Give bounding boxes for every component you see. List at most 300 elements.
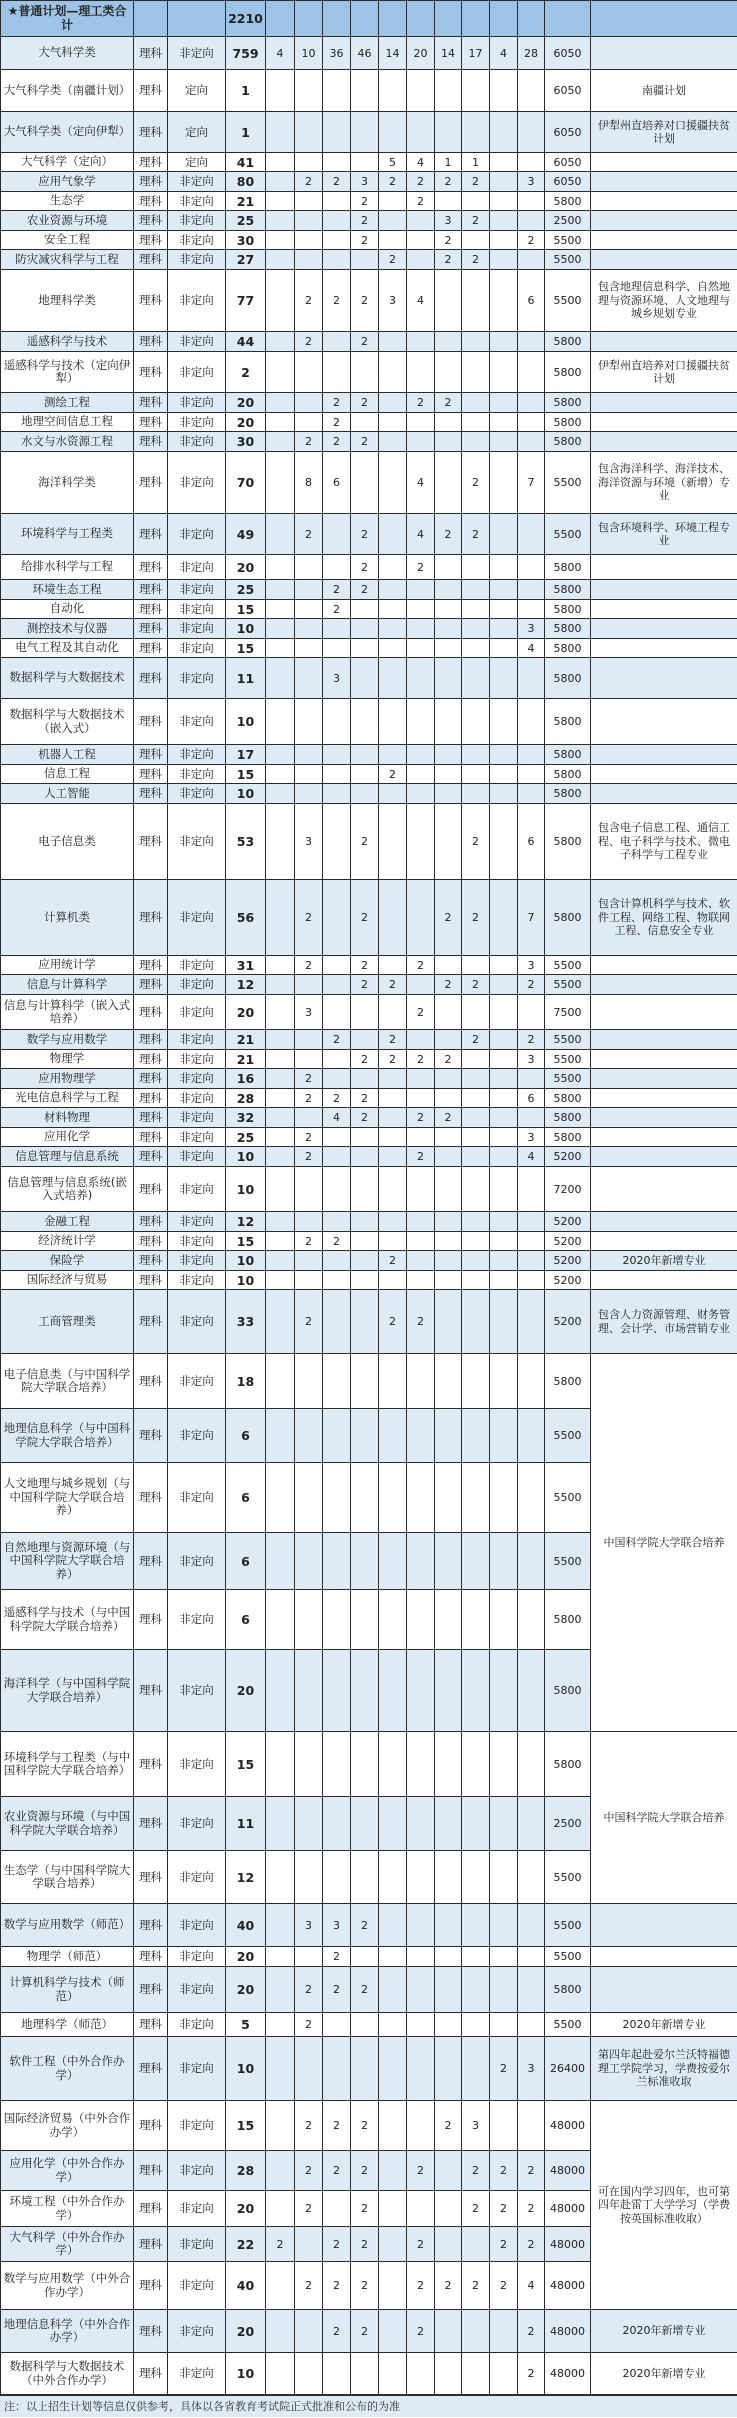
subject-type: 理科	[134, 2013, 168, 2037]
province-count	[518, 1354, 545, 1409]
province-count	[518, 699, 545, 745]
province-count	[490, 172, 518, 192]
tuition-fee: 5800	[545, 580, 591, 600]
plan-total: 17	[226, 745, 266, 765]
province-count	[490, 1271, 518, 1290]
province-count	[462, 1069, 490, 1089]
tuition-fee: 5800	[545, 600, 591, 619]
province-count	[351, 1251, 379, 1271]
plan-total: 40	[226, 2262, 266, 2310]
subject-type: 理科	[134, 1271, 168, 1290]
province-count	[435, 1967, 462, 2013]
province-count	[462, 1271, 490, 1290]
province-count: 2	[351, 2101, 379, 2151]
province-count	[266, 658, 295, 699]
province-count: 3	[295, 804, 323, 880]
plan-total: 15	[226, 1732, 266, 1797]
province-count: 2	[407, 2151, 435, 2191]
major-name: 地理空间信息工程	[1, 413, 134, 432]
province-count: 2	[462, 172, 490, 192]
subject-type: 理科	[134, 804, 168, 880]
province-count: 2	[490, 2151, 518, 2191]
province-count	[462, 1732, 490, 1797]
province-count	[351, 413, 379, 432]
plan-total: 20	[226, 1650, 266, 1732]
province-count	[435, 1590, 462, 1650]
province-count	[323, 2353, 351, 2395]
province-count	[323, 555, 351, 580]
province-count	[295, 211, 323, 231]
tuition-fee: 5500	[545, 2013, 591, 2037]
province-count	[295, 70, 323, 112]
province-count: 2	[462, 1030, 490, 1050]
province-count	[490, 699, 518, 745]
plan-total: 40	[226, 1904, 266, 1947]
subject-type: 理科	[134, 995, 168, 1030]
province-count	[266, 1967, 295, 2013]
subject-type: 理科	[134, 1050, 168, 1069]
province-count	[407, 765, 435, 784]
province-count: 2	[435, 1050, 462, 1069]
province-count: 2	[462, 975, 490, 995]
table-row	[1, 112, 737, 153]
remark: 包含地理信息科学、自然地理与资源环境、人文地理与城乡规划专业	[591, 270, 737, 332]
province-count	[435, 1147, 462, 1167]
orientation: 非定向	[168, 2151, 226, 2191]
province-count	[435, 765, 462, 784]
province-count: 3	[351, 172, 379, 192]
province-count	[351, 2037, 379, 2101]
province-count	[435, 1947, 462, 1967]
remark	[591, 413, 737, 432]
province-count	[490, 70, 518, 112]
province-count	[518, 393, 545, 413]
province-count	[518, 112, 545, 153]
remark: 2020年新增专业	[591, 2310, 737, 2353]
table-row	[1, 1251, 737, 1271]
plan-total: 10	[226, 699, 266, 745]
province-count	[379, 2262, 407, 2310]
remark	[591, 784, 737, 804]
province-count	[435, 1904, 462, 1947]
major-name: 农业资源与环境	[1, 211, 134, 231]
province-count: 2	[323, 1232, 351, 1251]
province-count	[266, 1590, 295, 1650]
province-count: 2	[323, 580, 351, 600]
province-count	[323, 1732, 351, 1797]
province-count: 2	[351, 975, 379, 995]
remark	[591, 956, 737, 975]
province-count	[295, 153, 323, 172]
province-count: 2	[351, 270, 379, 332]
province-count: 2	[323, 2151, 351, 2191]
province-count	[435, 2353, 462, 2395]
province-count	[407, 580, 435, 600]
province-count	[407, 1271, 435, 1290]
subject-type: 理科	[134, 231, 168, 250]
province-count	[379, 1797, 407, 1851]
orientation: 非定向	[168, 2353, 226, 2395]
tuition-fee: 5800	[545, 192, 591, 211]
remark	[591, 619, 737, 639]
province-count	[379, 1271, 407, 1290]
province-count	[266, 956, 295, 975]
province-count	[490, 1167, 518, 1212]
subject-type: 理科	[134, 1904, 168, 1947]
province-count	[295, 699, 323, 745]
table-row	[1, 153, 737, 172]
subject-type: 理科	[134, 70, 168, 112]
province-count	[379, 619, 407, 639]
province-count	[435, 1797, 462, 1851]
province-count	[462, 956, 490, 975]
province-count	[490, 1030, 518, 1050]
major-name: 金融工程	[1, 1212, 134, 1232]
province-count: 2	[407, 1290, 435, 1354]
subject-type: 理科	[134, 580, 168, 600]
province-count	[462, 70, 490, 112]
province-count	[295, 1533, 323, 1590]
province-count	[462, 332, 490, 352]
province-count	[490, 995, 518, 1030]
province-count	[266, 619, 295, 639]
province-count	[323, 2013, 351, 2037]
province-count	[379, 514, 407, 555]
province-count: 2	[490, 2227, 518, 2262]
plan-total: 18	[226, 1354, 266, 1409]
province-count	[435, 1354, 462, 1409]
province-count	[351, 1147, 379, 1167]
province-count	[435, 1030, 462, 1050]
province-count	[518, 555, 545, 580]
province-count	[351, 1271, 379, 1290]
province-count	[462, 619, 490, 639]
province-count	[462, 393, 490, 413]
province-count	[351, 1463, 379, 1533]
subject-type: 理科	[134, 975, 168, 995]
remark: 中国科学院大学联合培养	[591, 1354, 737, 1732]
province-count	[490, 1967, 518, 2013]
province-count: 2	[323, 2310, 351, 2353]
province-count: 36	[323, 37, 351, 70]
province-count	[518, 658, 545, 699]
orientation: 非定向	[168, 600, 226, 619]
province-count	[266, 555, 295, 580]
province-count	[518, 1409, 545, 1463]
province-count: 4	[490, 37, 518, 70]
province-count	[407, 745, 435, 765]
province-count	[295, 1732, 323, 1797]
province-count: 46	[351, 37, 379, 70]
remark	[591, 1147, 737, 1167]
province-count: 2	[295, 2262, 323, 2310]
province-count	[351, 352, 379, 393]
province-count: 2	[351, 2262, 379, 2310]
province-count	[323, 975, 351, 995]
province-count	[407, 2037, 435, 2101]
province-count: 2	[379, 250, 407, 270]
province-count: 2	[407, 1108, 435, 1128]
tuition-fee: 48000	[545, 2310, 591, 2353]
plan-total: 10	[226, 619, 266, 639]
province-count	[462, 2013, 490, 2037]
province-count	[435, 1732, 462, 1797]
province-count: 4	[266, 37, 295, 70]
major-name: 大气科学类（南疆计划）	[1, 70, 134, 112]
orientation: 非定向	[168, 1167, 226, 1212]
remark	[591, 1108, 737, 1128]
province-count	[490, 1732, 518, 1797]
tuition-fee: 7500	[545, 995, 591, 1030]
orientation: 非定向	[168, 413, 226, 432]
plan-total: 1	[226, 112, 266, 153]
province-count	[351, 1650, 379, 1732]
orientation: 非定向	[168, 1128, 226, 1147]
orientation: 非定向	[168, 393, 226, 413]
major-name: 国际经济贸易（中外合作办学）	[1, 2101, 134, 2151]
major-name: 海洋科学（与中国科学院大学联合培养）	[1, 1650, 134, 1732]
province-count	[266, 1797, 295, 1851]
orientation: 非定向	[168, 555, 226, 580]
major-name: 地理信息科学（中外合作办学）	[1, 2310, 134, 2353]
tuition-fee: 7200	[545, 1167, 591, 1212]
province-count	[266, 2151, 295, 2191]
province-count: 2	[323, 1947, 351, 1967]
subject-type: 理科	[134, 1089, 168, 1108]
province-count: 1	[435, 153, 462, 172]
province-count	[351, 1851, 379, 1904]
province-count	[323, 1271, 351, 1290]
province-count	[407, 432, 435, 452]
major-name: 环境科学与工程类	[1, 514, 134, 555]
tuition-fee: 5500	[545, 270, 591, 332]
table-row	[1, 432, 737, 452]
subject-type: 理科	[134, 1147, 168, 1167]
subject-type: 理科	[134, 1251, 168, 1271]
province-count	[462, 1590, 490, 1650]
province-count	[323, 1590, 351, 1650]
header-empty	[591, 1, 737, 37]
province-count	[518, 745, 545, 765]
province-count	[266, 2310, 295, 2353]
orientation: 非定向	[168, 1904, 226, 1947]
province-count: 2	[435, 975, 462, 995]
province-count	[462, 1354, 490, 1409]
tuition-fee: 5200	[545, 1271, 591, 1290]
major-name: 环境科学与工程类（与中国科学院大学联合培养）	[1, 1732, 134, 1797]
province-count: 2	[462, 250, 490, 270]
province-count	[266, 1947, 295, 1967]
province-count: 2	[462, 804, 490, 880]
plan-total: 20	[226, 2310, 266, 2353]
province-count: 2	[351, 2151, 379, 2191]
subject-type: 理科	[134, 1128, 168, 1147]
province-count	[435, 956, 462, 975]
orientation: 非定向	[168, 699, 226, 745]
orientation: 非定向	[168, 2310, 226, 2353]
plan-total: 70	[226, 452, 266, 514]
province-count	[518, 1463, 545, 1533]
province-count	[295, 1212, 323, 1232]
province-count	[462, 1108, 490, 1128]
plan-total: 10	[226, 2353, 266, 2395]
orientation: 非定向	[168, 172, 226, 192]
province-count	[266, 975, 295, 995]
remark: 包含电子信息工程、通信工程、电子科学与技术、微电子科学与工程专业	[591, 804, 737, 880]
province-count: 2	[407, 956, 435, 975]
orientation: 非定向	[168, 514, 226, 555]
province-count: 4	[407, 153, 435, 172]
province-count	[351, 1212, 379, 1232]
remark: 中国科学院大学联合培养	[591, 1732, 737, 1904]
province-count	[295, 745, 323, 765]
header-empty	[168, 1, 226, 37]
orientation: 非定向	[168, 745, 226, 765]
province-count: 2	[462, 2191, 490, 2227]
province-count	[295, 2353, 323, 2395]
plan-total: 20	[226, 2191, 266, 2227]
province-count: 2	[407, 555, 435, 580]
province-count	[407, 2101, 435, 2151]
province-count	[379, 2151, 407, 2191]
province-count	[462, 699, 490, 745]
subject-type: 理科	[134, 413, 168, 432]
tuition-fee: 5500	[545, 1904, 591, 1947]
header-empty	[518, 1, 545, 37]
province-count	[490, 1851, 518, 1904]
tuition-fee: 5800	[545, 699, 591, 745]
province-count	[435, 112, 462, 153]
remark	[591, 745, 737, 765]
province-count	[295, 1167, 323, 1212]
province-count	[435, 745, 462, 765]
major-name: 安全工程	[1, 231, 134, 250]
remark	[591, 600, 737, 619]
province-count	[518, 514, 545, 555]
tuition-fee: 5800	[545, 880, 591, 956]
province-count	[490, 784, 518, 804]
province-count	[490, 619, 518, 639]
province-count	[435, 1069, 462, 1089]
summary-total: 2210	[226, 1, 266, 37]
table-row	[1, 619, 737, 639]
subject-type: 理科	[134, 639, 168, 658]
province-count	[323, 619, 351, 639]
province-count: 2	[295, 332, 323, 352]
province-count	[462, 352, 490, 393]
province-count	[266, 250, 295, 270]
province-count	[266, 211, 295, 231]
province-count	[379, 211, 407, 231]
major-name: 计算机科学与技术（师范）	[1, 1967, 134, 2013]
province-count	[295, 1271, 323, 1290]
province-count	[295, 1851, 323, 1904]
province-count	[351, 1232, 379, 1251]
major-name: 数学与应用数学（师范）	[1, 1904, 134, 1947]
subject-type: 理科	[134, 270, 168, 332]
province-count	[379, 2037, 407, 2101]
table-row	[1, 1967, 737, 2013]
tuition-fee: 6050	[545, 37, 591, 70]
province-count	[407, 699, 435, 745]
province-count	[379, 2227, 407, 2262]
province-count: 2	[462, 2262, 490, 2310]
tuition-fee: 5500	[545, 1050, 591, 1069]
major-name: 国际经济与贸易	[1, 1271, 134, 1290]
plan-total: 44	[226, 332, 266, 352]
province-count	[323, 745, 351, 765]
major-name: 电子信息类（与中国科学院大学联合培养）	[1, 1354, 134, 1409]
province-count: 4	[407, 270, 435, 332]
province-count	[490, 1904, 518, 1947]
province-count	[407, 1030, 435, 1050]
province-count: 2	[518, 2151, 545, 2191]
province-count	[379, 452, 407, 514]
province-count	[518, 70, 545, 112]
province-count: 2	[518, 975, 545, 995]
province-count: 2	[323, 2101, 351, 2151]
major-name: 电气工程及其自动化	[1, 639, 134, 658]
tuition-fee: 48000	[545, 2101, 591, 2151]
province-count: 2	[323, 270, 351, 332]
province-count	[266, 1069, 295, 1089]
province-count: 2	[462, 880, 490, 956]
orientation: 非定向	[168, 1089, 226, 1108]
province-count: 2	[435, 880, 462, 956]
province-count	[379, 784, 407, 804]
table-row	[1, 600, 737, 619]
plan-total: 30	[226, 432, 266, 452]
province-count	[435, 1089, 462, 1108]
subject-type: 理科	[134, 956, 168, 975]
province-count	[435, 1533, 462, 1590]
orientation: 非定向	[168, 270, 226, 332]
major-name: 物理学	[1, 1050, 134, 1069]
subject-type: 理科	[134, 1590, 168, 1650]
province-count	[490, 1797, 518, 1851]
province-count	[379, 112, 407, 153]
table-row	[1, 555, 737, 580]
province-count	[323, 231, 351, 250]
province-count	[407, 880, 435, 956]
province-count	[490, 270, 518, 332]
province-count	[379, 600, 407, 619]
province-count	[462, 2227, 490, 2262]
province-count	[351, 1354, 379, 1409]
province-count	[323, 153, 351, 172]
province-count	[295, 192, 323, 211]
province-count	[518, 1167, 545, 1212]
province-count: 2	[435, 2262, 462, 2310]
province-count	[351, 1732, 379, 1797]
province-count	[407, 112, 435, 153]
province-count	[295, 580, 323, 600]
province-count	[323, 1533, 351, 1590]
province-count	[435, 413, 462, 432]
province-count	[351, 2013, 379, 2037]
province-count	[490, 2101, 518, 2151]
province-count: 4	[518, 2262, 545, 2310]
province-count	[379, 1533, 407, 1590]
orientation: 非定向	[168, 1732, 226, 1797]
province-count	[351, 1590, 379, 1650]
province-count: 2	[295, 2013, 323, 2037]
province-count: 2	[379, 1030, 407, 1050]
province-count	[490, 514, 518, 555]
province-count	[379, 1089, 407, 1108]
remark	[591, 1967, 737, 2013]
province-count	[266, 1463, 295, 1533]
